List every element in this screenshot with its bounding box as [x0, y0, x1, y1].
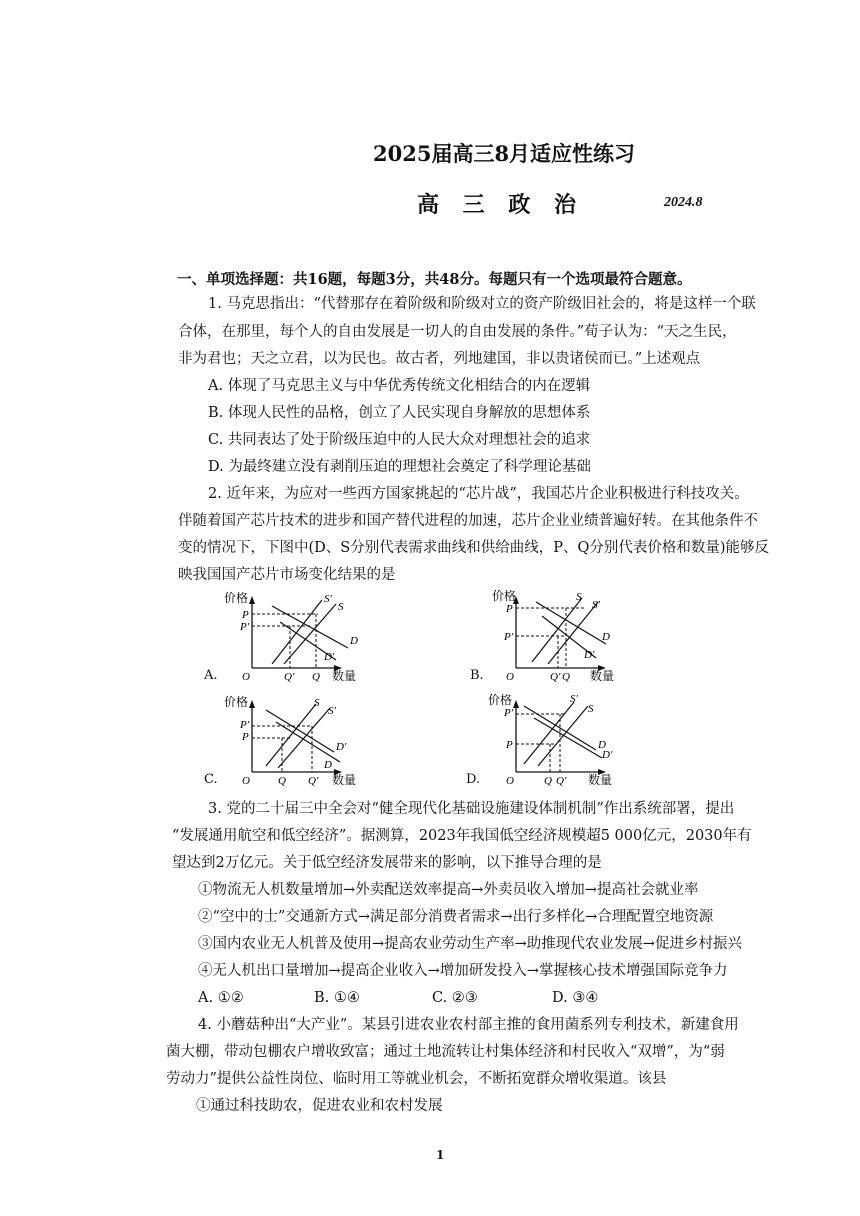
q1-line: 合体，在那里，每个人的自由发展是一切人的自由发展的条件。”荀子认为：“天之生民，: [178, 324, 737, 340]
d-label: D: [598, 739, 606, 751]
q4-line: 4. 小蘑菇种出“大产业”。某县引进农业农村部主推的食用菌系列专利技术，新建食用: [198, 1017, 739, 1033]
s-prime-label: S′: [592, 599, 600, 611]
s-label: S: [338, 601, 344, 613]
supply-demand-graph-b: [484, 588, 654, 688]
q3-choice-d: D. ③④: [552, 990, 599, 1006]
q-prime-label: Q′: [550, 671, 561, 683]
s-prime-label: S′: [328, 705, 336, 717]
graph-label-b: B.: [470, 668, 484, 683]
origin-label: O: [242, 671, 250, 683]
s-label: S: [576, 591, 582, 603]
q1-line: 1. 马克思指出：“代替那存在着阶级和阶级对立的资产阶级旧社会的，将是这样一个联: [208, 296, 756, 312]
supply-demand-graph-d: [484, 692, 654, 792]
q-label: Q: [312, 671, 320, 683]
document-subtitle: 高 三 政 治: [417, 192, 584, 218]
q1-option-a: A. 体现了马克思主义与中华优秀传统文化相结合的内在逻辑: [208, 378, 591, 394]
d-prime-label: D′: [336, 741, 347, 753]
q2-line: 2. 近年来，为应对一些西方国家挑起的“芯片战”，我国芯片企业积极进行科技攻关。: [208, 486, 749, 502]
q3-choice-c: C. ②③: [432, 990, 478, 1006]
graph-option-d: [484, 692, 654, 792]
graph-label-a: A.: [204, 668, 218, 683]
price-axis-label: 价格: [224, 695, 249, 709]
quantity-axis-label: 数量: [588, 773, 613, 787]
d-prime-label: D′: [602, 749, 613, 761]
q3-line: “发展通用航空和低空经济”。据测算，2023年我国低空经济规模超5 000亿元，2030年有: [172, 828, 752, 844]
q4-line: 劳动力”提供公益性岗位、临时用工等就业机会，不断拓宽群众增收渠道。该县: [166, 1071, 667, 1087]
q3-item-2: ②“空中的士”交通新方式→满足部分消费者需求→出行多样化→合理配置空地资源: [198, 909, 714, 925]
q2-line: 变的情况下，下图中(D、S分别代表需求曲线和供给曲线，P、Q分别代表价格和数量)能够反: [178, 540, 770, 556]
s-label: S: [588, 703, 594, 715]
origin-label: O: [506, 775, 514, 787]
q1-line: 非为君也；天之立君，以为民也。故古者，列地建国，非以贵诸侯而已。”上述观点: [178, 351, 701, 367]
q3-choice-b: B. ①④: [314, 990, 360, 1006]
s-label: S: [314, 697, 320, 709]
q2-line: 伴随着国产芯片技术的进步和国产替代进程的加速，芯片企业业绩普遍好转。在其他条件不: [178, 513, 758, 529]
q-prime-label: Q′: [284, 671, 295, 683]
price-axis-label: 价格: [488, 693, 513, 707]
q-label: Q: [562, 671, 570, 683]
q-label: Q: [278, 775, 286, 787]
q3-item-1: ①物流无人机数量增加→外卖配送效率提高→外卖员收入增加→提高社会就业率: [198, 882, 699, 898]
graph-option-b: [484, 588, 654, 688]
q3-line: 3. 党的二十届三中全会对“健全现代化基础设施建设体制机制”作出系统部署，提出: [208, 801, 735, 817]
d-label: D: [602, 631, 610, 643]
page-number: 1: [436, 1148, 445, 1162]
price-axis-label: 价格: [492, 589, 517, 603]
p-label: P: [242, 731, 249, 743]
q-prime-label: Q′: [308, 775, 319, 787]
p-prime-label: P′: [240, 621, 250, 633]
origin-label: O: [506, 671, 514, 683]
price-axis-label: 价格: [224, 591, 249, 605]
document-date: 2024.8: [664, 195, 703, 210]
origin-label: O: [242, 775, 250, 787]
supply-demand-graph-a: [220, 588, 390, 688]
p-label: P: [506, 603, 513, 615]
p-prime-label: P′: [504, 707, 514, 719]
s-prime-label: S′: [570, 693, 578, 705]
q3-line: 望达到2万亿元。关于低空经济发展带来的影响，以下推导合理的是: [172, 855, 602, 871]
s-prime-label: S′: [324, 593, 332, 605]
quantity-axis-label: 数量: [332, 669, 357, 683]
q3-choice-a: A. ①②: [198, 990, 244, 1006]
q4-line: 菌大棚，带动包棚农户增收致富；通过土地流转让村集体经济和村民收入“双增”，为“弱: [166, 1044, 725, 1060]
quantity-axis-label: 数量: [332, 773, 357, 787]
d-label: D: [350, 635, 358, 647]
supply-demand-graph-c: [220, 692, 390, 792]
d-prime-label: D′: [584, 649, 595, 661]
q3-item-3: ③国内农业无人机普及使用→提高农业劳动生产率→助推现代农业发展→促进乡村振兴: [198, 936, 742, 952]
q-label: Q: [544, 775, 552, 787]
q3-item-4: ④无人机出口量增加→提高企业收入→增加研发投入→掌握核心技术增强国际竞争力: [198, 963, 728, 979]
graph-label-c: C.: [204, 772, 218, 787]
graph-label-d: D.: [466, 772, 481, 787]
graph-option-c: [220, 692, 390, 792]
section-heading: 一、单项选择题：共16题，每题3分，共48分。每题只有一个选项最符合题意。: [177, 271, 692, 288]
d-prime-label: D′: [324, 651, 335, 663]
p-prime-label: P′: [240, 719, 250, 731]
graph-option-a: [220, 588, 390, 688]
d-label: D: [324, 759, 332, 771]
q1-option-d: D. 为最终建立没有剥削压迫的理想社会奠定了科学理论基础: [208, 459, 591, 475]
q1-option-b: B. 体现人民性的品格，创立了人民实现自身解放的思想体系: [208, 405, 591, 421]
document-title: 2025届高三8月适应性练习: [373, 141, 636, 166]
p-prime-label: P′: [504, 631, 514, 643]
quantity-axis-label: 数量: [590, 669, 615, 683]
q-prime-label: Q′: [556, 775, 567, 787]
p-label: P: [506, 739, 513, 751]
p-label: P: [242, 609, 249, 621]
q2-line: 映我国国产芯片市场变化结果的是: [178, 567, 396, 583]
q4-item-1: ①通过科技助农，促进农业和农村发展: [196, 1098, 443, 1114]
q1-option-c: C. 共同表达了处于阶级压迫中的人民大众对理想社会的追求: [208, 432, 591, 448]
